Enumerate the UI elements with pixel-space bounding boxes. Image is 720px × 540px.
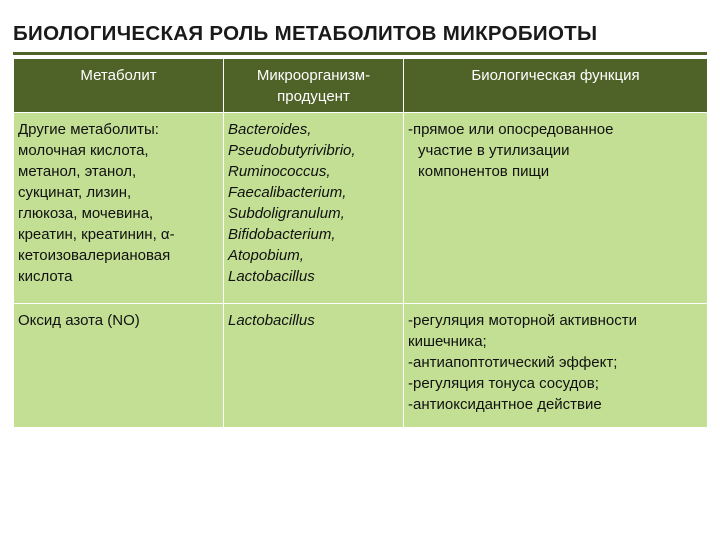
column-header-function: Биологическая функция bbox=[404, 59, 708, 113]
metabolite-cell bbox=[14, 304, 224, 428]
function-line: -прямое или опосредованное bbox=[408, 121, 614, 138]
producer-line: Lactobacillus bbox=[228, 268, 315, 285]
column-header-metabolite: Метаболит bbox=[14, 59, 224, 113]
producer-line: Ruminococcus, bbox=[228, 163, 331, 180]
header-line: Микроорганизм- bbox=[256, 67, 371, 84]
metabolite-line: креатин, креатинин, α- bbox=[18, 226, 175, 243]
function-line: -антиоксидантное действие bbox=[408, 396, 602, 413]
table-header-row bbox=[14, 59, 708, 113]
metabolite-line: глюкоза, мочевина, bbox=[18, 205, 154, 222]
producer-line: Lactobacillus bbox=[228, 312, 315, 329]
function-line: участие в утилизации bbox=[418, 142, 570, 159]
producer-line: Atopobium, bbox=[228, 247, 304, 264]
producer-cell bbox=[224, 113, 404, 304]
function-line: -регуляция моторной активности bbox=[408, 312, 638, 329]
metabolite-line: молочная кислота, bbox=[18, 142, 149, 159]
metabolite-line: кетоизовалериановая bbox=[18, 247, 171, 264]
page-title: БИОЛОГИЧЕСКАЯ РОЛЬ МЕТАБОЛИТОВ МИКРОБИОТЫ bbox=[13, 22, 598, 45]
function-cell bbox=[404, 304, 708, 428]
metabolites-table bbox=[13, 58, 708, 428]
metabolite-cell bbox=[14, 113, 224, 304]
producer-line: Faecalibacterium, bbox=[228, 184, 347, 201]
title-underline bbox=[13, 52, 707, 55]
metabolite-line: метанол, этанол, bbox=[18, 163, 137, 180]
table-row bbox=[14, 304, 708, 428]
producer-line: Bifidobacterium, bbox=[228, 226, 336, 243]
table-row bbox=[14, 113, 708, 304]
producer-line: Pseudobutyrivibrio, bbox=[228, 142, 356, 159]
producer-line: Subdoligranulum, bbox=[228, 205, 345, 222]
column-header-producer bbox=[224, 59, 404, 113]
function-cell bbox=[404, 113, 708, 304]
function-line: компонентов пищи bbox=[418, 163, 550, 180]
header-line: продуцент bbox=[277, 88, 350, 105]
function-line: кишечника; bbox=[408, 333, 487, 350]
metabolite-line: сукцинат, лизин, bbox=[18, 184, 132, 201]
function-line: -регуляция тонуса сосудов; bbox=[408, 375, 599, 392]
producer-line: Bacteroides, bbox=[228, 121, 312, 138]
function-line: -антиапоптотический эффект; bbox=[408, 354, 618, 371]
metabolite-line: кислота bbox=[18, 268, 73, 285]
metabolite-line: Оксид азота (NO) bbox=[18, 312, 140, 329]
metabolite-line: Другие метаболиты: bbox=[18, 121, 159, 138]
producer-cell bbox=[224, 304, 404, 428]
